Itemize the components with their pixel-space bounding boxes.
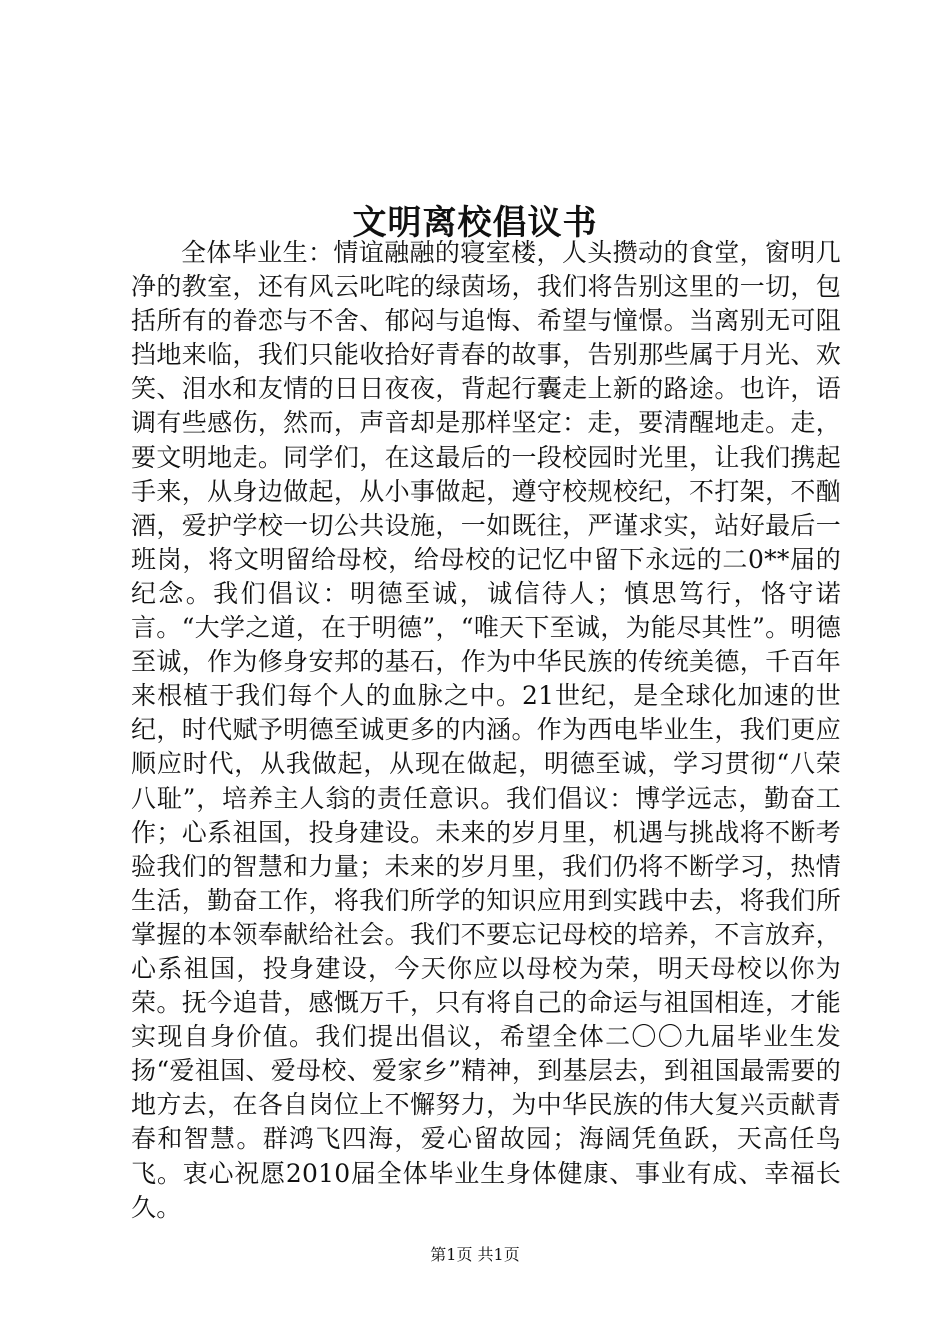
document-title: 文明离校倡议书 — [352, 202, 598, 243]
document-body-paragraph: 全体毕业生：情谊融融的寝室楼，人头攒动的食堂，窗明几净的教室，还有风云叱咤的绿茵场，我们将告别这里的一切，包括所有的眷恋与不舍、郁闷与追悔、希望与憧憬。当离别无可阻挡地来临，我们只能收拾好青春的故事，告别那些属于月光、欢笑、泪水和友情的日日夜夜，背起行囊走上新的路途。也许，语调有些感伤，然而，声音却是那样坚定：走，要清醒地走。走，要文明地走。同学们，在这最后的一段校园时光里，让我们携起手来，从身边做起，从小事做起，遵守校规校纪，不打架，不酗酒，爱护学校一切公共设施，一如既往，严谨求实，站好最后一班岗，将文明留给母校，给母校的记忆中留下永远的二0**届的纪念。我们倡议：明德至诚，诚信待人；慎思笃行，恪守诺言。“大学之道，在于明德”，“唯天下至诚，为能尽其性”。明德至诚，作为修身安邦的基石，作为中华民族的传统美德，千百年来根植于我们每个人的血脉之中。21世纪，是全球化加速的世纪，时代赋予明德至诚更多的内涵。作为西电毕业生，我们更应顺应时代，从我做起，从现在做起，明德至诚，学习贯彻“八荣八耻”，培养主人翁的责任意识。我们倡议：博学远志，勤奋工作；心系祖国，投身建设。未来的岁月里，机遇与挑战将不断考验我们的智慧和力量；未来的岁月里，我们仍将不断学习，热情生活，勤奋工作，将我们所学的知识应用到实践中去，将我们所掌握的本领奉献给社会。我们不要忘记母校的培养，不言放弃，心系祖国，投身建设，今天你应以母校为荣，明天母校以你为荣。抚今追昔，感慨万千，只有将自己的命运与祖国相连，才能实现自身价值。我们提出倡议，希望全体二〇〇九届毕业生发扬“爱祖国、爱母校、爱家乡”精神，到基层去，到祖国最需要的地方去，在各自岗位上不懈努力，为中华民族的伟大复兴贡献青春和智慧。群鸿飞四海，爱心留故园；海阔凭鱼跃，天高任鸟飞。衷心祝愿2010届全体毕业生身体健康、事业有成、幸福长久。 — [131, 238, 841, 1222]
page-number-footer: 第1页 共1页 — [430, 1245, 520, 1264]
